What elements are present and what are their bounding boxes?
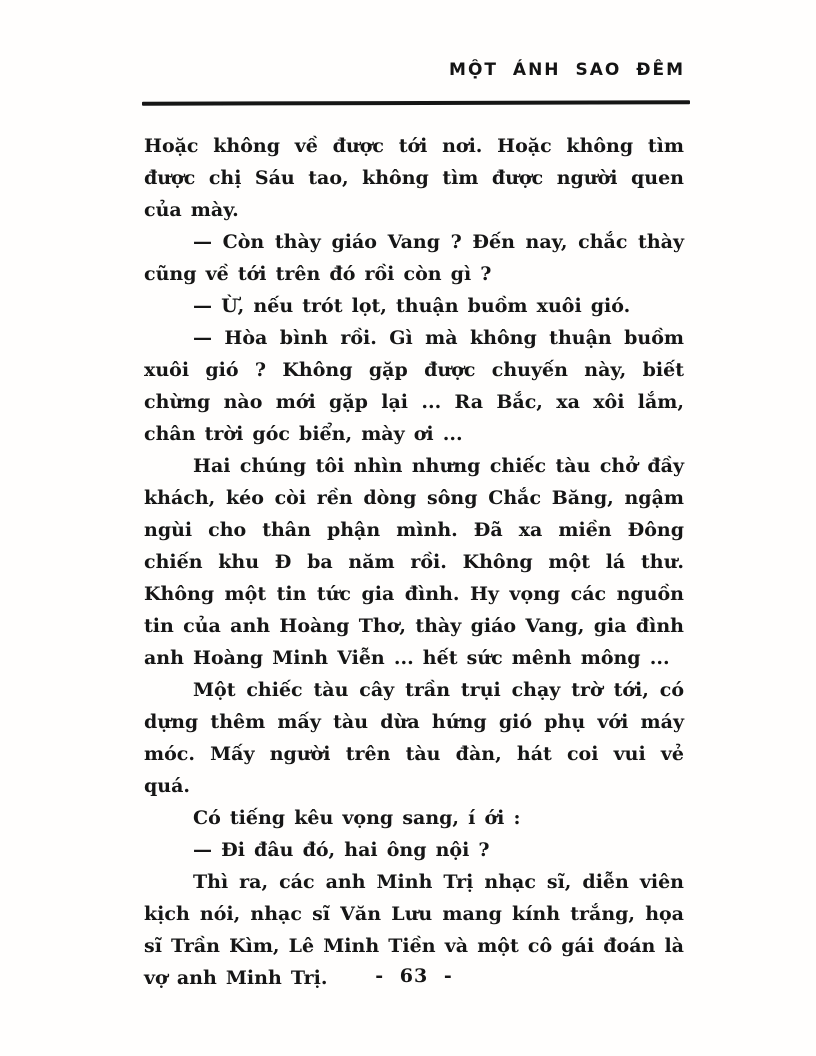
paragraph: Thì ra, các anh Minh Trị nhạc sĩ, diễn viên kịch nói, nhạc sĩ Văn Lưu mang kính trắng, họa sĩ Trần Kìm, Lê Minh Tiền và một cô gái đoán là vợ anh Minh Trị. [144, 871, 684, 989]
paragraph: — Hòa bình rồi. Gì mà không thuận buồm xuôi gió ? Không gặp được chuyến này, biết chừng nào mới gặp lại ... Ra Bắc, xa xôi lắm, chân trời góc biển, mày ơi ... [144, 327, 684, 445]
header-rule [142, 100, 690, 105]
paragraph: Hai chúng tôi nhìn nhưng chiếc tàu chở đầy khách, kéo còi rền dòng sông Chắc Băng, ngậm ngùi cho thân phận mình. Đã xa miền Đông chiến khu Đ ba năm rồi. Không một lá thư. Không một tin tức gia đình. Hy vọng các nguồn tin của anh Hoàng Thơ, thày giáo Vang, gia đình anh Hoàng Minh Viễn ... hết sức mênh mông ... [144, 455, 684, 669]
paragraph: Một chiếc tàu cây trần trụi chạy trờ tới, có dựng thêm mấy tàu dừa hứng gió phụ với máy móc. Mấy người trên tàu đàn, hát coi vui vẻ quá. [144, 679, 684, 797]
page-body [144, 130, 684, 994]
paragraph: — Còn thày giáo Vang ? Đến nay, chắc thày cũng về tới trên đó rồi còn gì ? [144, 231, 684, 285]
page-number: - 63 - [375, 965, 453, 987]
paragraph: Hoặc không về được tới nơi. Hoặc không tìm được chị Sáu tao, không tìm được người quen của mày. [144, 135, 684, 221]
paragraph: — Ừ, nếu trót lọt, thuận buồm xuôi gió. [193, 295, 631, 317]
paragraph: Có tiếng kêu vọng sang, í ới : [193, 807, 521, 829]
paragraph: — Đi đâu đó, hai ông nội ? [193, 839, 490, 861]
running-header-title: MỘT ÁNH SAO ĐÊM [449, 60, 685, 80]
